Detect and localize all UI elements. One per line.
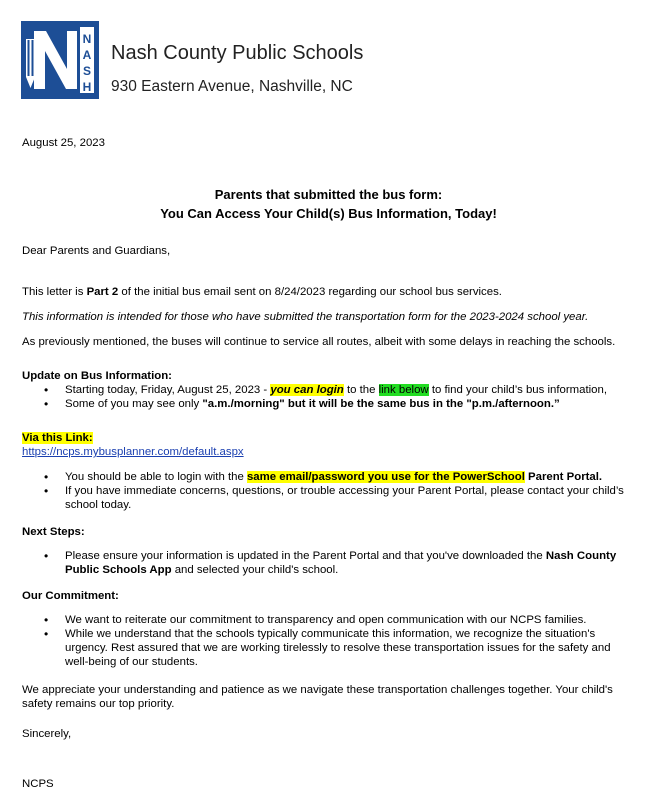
closing-line-2: safety remains our top priority.	[22, 698, 175, 710]
commitment-list	[22, 613, 642, 669]
salutation: Dear Parents and Guardians,	[22, 245, 171, 257]
list-item: • While we understand that the schools typically communicate this information, we recognize the situation's urgency. Rest assured that we are working tirelessly to resolve these transportation issues for the safety and well-being of our students.	[22, 627, 642, 669]
list-item: • Starting today, Friday, August 25, 2023 - you can login to the link below to find your child’s bus information,	[22, 383, 642, 397]
letter-date: August 25, 2023	[22, 137, 105, 149]
paragraph-previously: As previously mentioned, the buses will continue to service all routes, albeit with some delays in reaching the schools.	[22, 336, 616, 348]
logo-letter: N	[82, 32, 92, 46]
closing-line-1: We appreciate your understanding and patience as we navigate these transportation challenges together. Your child's	[22, 684, 613, 696]
title-line-2: You Can Access Your Child(s) Bus Information, Today!	[160, 206, 497, 221]
via-link-label-wrap	[22, 431, 93, 445]
login-list	[22, 470, 642, 512]
logo-letter: H	[82, 80, 92, 94]
update-heading: Update on Bus Information:	[22, 370, 172, 382]
org-name: Nash County Public Schools	[111, 42, 364, 64]
update-list	[22, 383, 642, 411]
via-link-label: Via this Link:	[22, 432, 93, 444]
paragraph-part2: This letter is Part 2 of the initial bus email sent on 8/24/2023 regarding our school bus services.	[22, 286, 502, 298]
paragraph-intended: This information is intended for those who have submitted the transportation form for the 2023-2024 school year.	[22, 311, 589, 323]
busplanner-link[interactable]: https://ncps.mybusplanner.com/default.aspx	[22, 446, 244, 458]
next-steps-list	[22, 549, 642, 577]
you-can-login-highlight: you can login	[270, 384, 344, 396]
logo-letter: S	[82, 64, 92, 78]
title-line-1: Parents that submitted the bus form:	[214, 187, 443, 202]
nash-logo	[21, 21, 99, 99]
logo-letter: A	[82, 48, 92, 62]
list-item: • Some of you may see only "a.m./morning" but it will be the same bus in the "p.m./afternoon.”	[22, 397, 642, 411]
busplanner-link-wrap	[22, 445, 244, 459]
commitment-heading: Our Commitment:	[22, 590, 119, 602]
list-item: • Please ensure your information is updated in the Parent Portal and that you've downloaded the Nash County Public Schools App and selected your child's school.	[22, 549, 642, 577]
signoff: Sincerely,	[22, 728, 72, 740]
same-credentials-highlight: same email/password you use for the PowerSchool	[246, 471, 525, 483]
list-item: • If you have immediate concerns, questions, or trouble accessing your Parent Portal, please contact your child’s school today.	[22, 484, 642, 512]
link-below-highlight: link below	[378, 384, 429, 396]
signature: NCPS	[22, 778, 54, 790]
part2-bold: Part 2	[86, 286, 119, 298]
list-item: • You should be able to login with the same email/password you use for the PowerSchool Parent Portal.	[22, 470, 642, 484]
list-item: • We want to reiterate our commitment to transparency and open communication with our NCPS families.	[22, 613, 642, 627]
org-address: 930 Eastern Avenue, Nashville, NC	[111, 78, 353, 95]
next-steps-heading: Next Steps:	[22, 526, 85, 538]
